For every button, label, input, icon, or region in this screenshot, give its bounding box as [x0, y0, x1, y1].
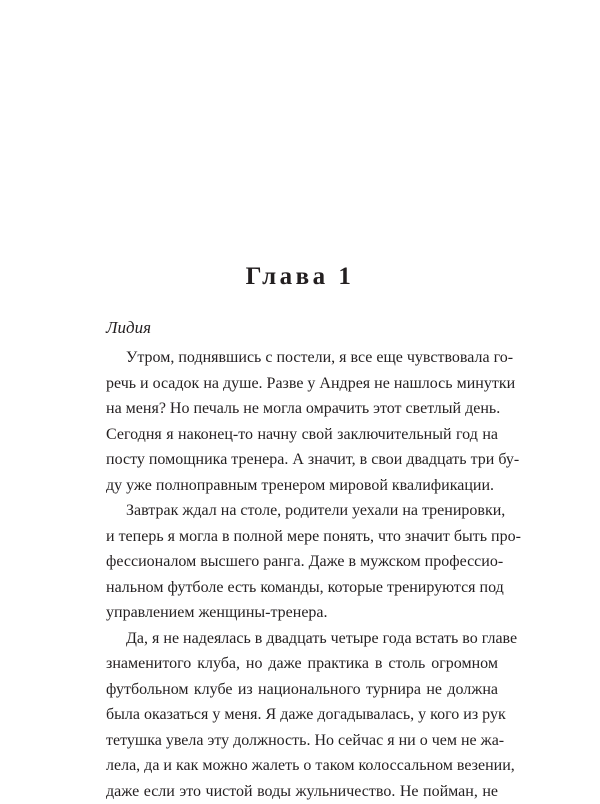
text-line: даже если это чистой воды жульничество. Не пойман, не	[106, 779, 498, 804]
text-line: Завтрак ждал на столе, родители уехали на тренировки,	[106, 498, 498, 524]
narrator-name: Лидия	[106, 315, 151, 341]
text-line: посту помощника тренера. А значит, в свои двадцать три бу-	[106, 447, 498, 473]
text-line: Да, я не надеялась в двадцать четыре года встать во главе	[106, 626, 498, 652]
text-line: управлением женщины-тренера.	[106, 600, 498, 626]
text-line: лела, да и как можно жалеть о таком колоссальном везении,	[106, 753, 498, 779]
text-line: Утром, поднявшись с постели, я все еще чувствовала го-	[106, 345, 498, 371]
text-line: ду уже полноправным тренером мировой квалификации.	[106, 473, 498, 499]
chapter-title: Глава 1	[0, 262, 600, 292]
text-line: знаменитого клуба, но даже практика в столь огромном	[106, 651, 498, 677]
paragraph	[106, 498, 498, 626]
text-line: футбольном клубе из национального турнира не должна	[106, 677, 498, 703]
text-line: тетушка увела эту должность. Но сейчас я ни о чем не жа-	[106, 728, 498, 754]
text-line: на меня? Но печаль не могла омрачить этот светлый день.	[106, 396, 498, 422]
text-line: Сегодня я наконец-то начну свой заключительный год на	[106, 422, 498, 448]
text-line: фессионалом высшего ранга. Даже в мужском профессио-	[106, 549, 498, 575]
paragraph	[106, 626, 498, 804]
text-line: нальном футболе есть команды, которые тренируются под	[106, 575, 498, 601]
text-line: речь и осадок на душе. Разве у Андрея не нашлось минутки	[106, 371, 498, 397]
paragraph	[106, 345, 498, 498]
chapter-body	[106, 345, 498, 804]
text-line: и теперь я могла в полной мере понять, что значит быть про-	[106, 524, 498, 550]
text-line: была оказаться у меня. Я даже догадывалась, у кого из рук	[106, 702, 498, 728]
